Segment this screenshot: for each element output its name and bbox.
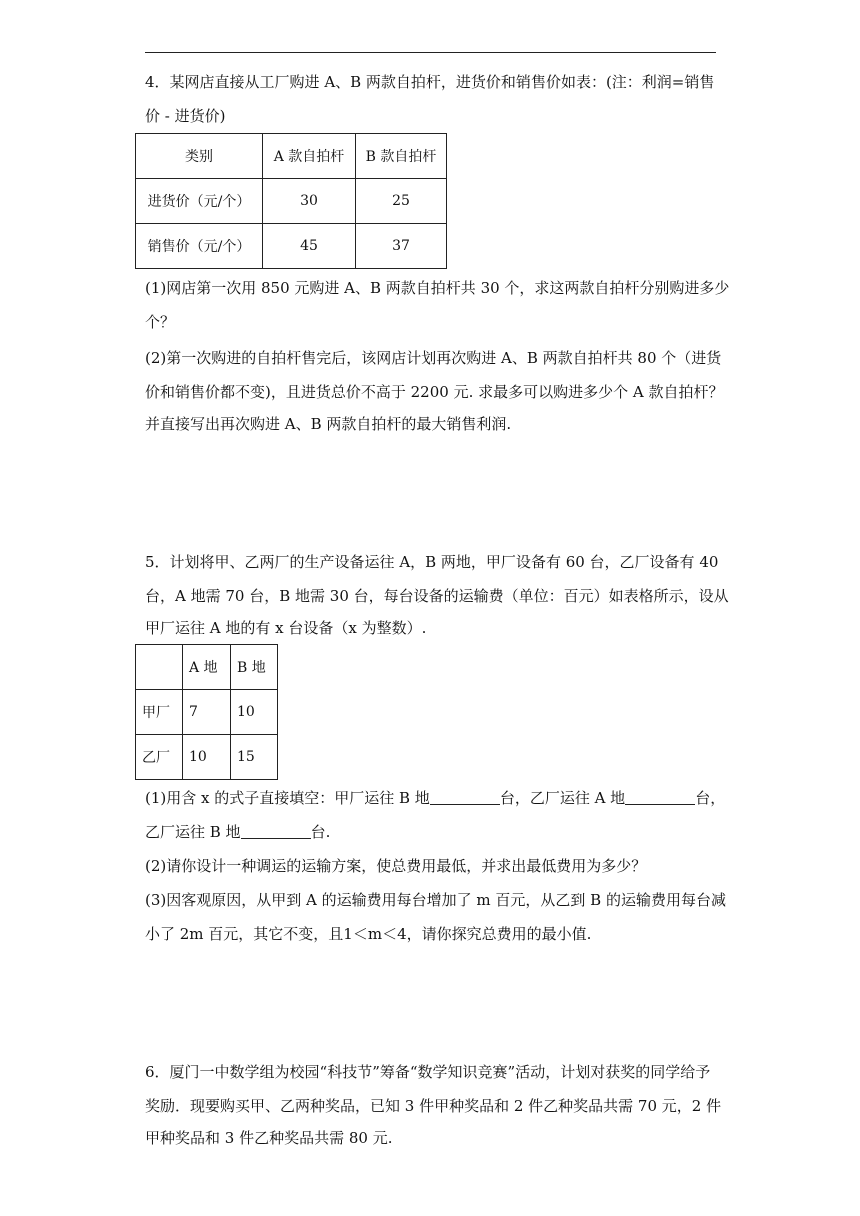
q5-cost-table (135, 644, 278, 780)
table-cell: 15 (231, 735, 278, 780)
table-cell: 10 (231, 690, 278, 735)
table-row (136, 735, 278, 780)
q4-part2-line2: 价和销售价都不变)，且进货总价不高于 2200 元. 求最多可以购进多少个 A 款自拍杆？ (145, 383, 724, 401)
q5-stem-line1: 5．计划将甲、乙两厂的生产设备运往 A，B 两地，甲厂设备有 60 台，乙厂设备有 40 (145, 553, 719, 571)
answer-blank[interactable] (241, 820, 311, 839)
q4-stem-line1: 4．某网店直接从工厂购进 A、B 两款自拍杆，进货价和销售价如表：(注：利润=销售 (145, 73, 715, 91)
table-cell: 甲厂 (136, 690, 183, 735)
q6-stem-line3: 甲种奖品和 3 件乙种奖品共需 80 元. (145, 1129, 393, 1147)
header-rule (145, 52, 716, 53)
q5-part3-line1: (3)因客观原因，从甲到 A 的运输费用每台增加了 m 百元，从乙到 B 的运输费用每台减 (145, 891, 726, 909)
table-cell: 进货价（元/个） (136, 179, 263, 224)
table-cell: 乙厂 (136, 735, 183, 780)
q5-part1-line2 (145, 816, 720, 848)
q4-stem-line2: 价 - 进货价) (145, 107, 226, 125)
table-cell: 10 (183, 735, 231, 780)
q5-part1-text: 乙厂运往 B 地 (145, 823, 241, 841)
table-header-row (136, 134, 447, 179)
q5-stem-line2: 台，A 地需 70 台，B 地需 30 台，每台设备的运输费（单位：百元）如表格所示，设从 (145, 587, 729, 605)
table-row (136, 690, 278, 735)
table-cell: 7 (183, 690, 231, 735)
q6-stem-line2: 奖励．现要购买甲、乙两种奖品，已知 3 件甲种奖品和 2 件乙种奖品共需 70 元，2 件 (145, 1097, 722, 1115)
q4-part1-line1: (1)网店第一次用 850 元购进 A、B 两款自拍杆共 30 个，求这两款自拍杆分别购进多少 (145, 279, 730, 297)
q4-price-table (135, 133, 447, 269)
q5-part1-text: 台，乙厂运往 A 地 (499, 789, 626, 807)
table-row (136, 224, 447, 269)
q6-stem-line1: 6．厦门一中数学组为校园“科技节”筹备“数学知识竞赛”活动，计划对获奖的同学给予 (145, 1063, 711, 1081)
table-header-cell: A 地 (183, 645, 231, 690)
q5-part2: (2)请你设计一种调运的运输方案，使总费用最低，并求出最低费用为多少？ (145, 857, 647, 875)
q5-part1-text: 台， (695, 789, 726, 807)
table-header-cell: 类别 (136, 134, 263, 179)
table-cell: 销售价（元/个） (136, 224, 263, 269)
q5-part1-line1 (145, 782, 726, 814)
table-header-row (136, 645, 278, 690)
q5-part3-line2: 小了 2m 百元，其它不变，且1＜m＜4，请你探究总费用的最小值. (145, 925, 592, 943)
q4-part2-line1: (2)第一次购进的自拍杆售完后，该网店计划再次购进 A、B 两款自拍杆共 80 个（进货 (145, 349, 722, 367)
answer-blank[interactable] (625, 786, 695, 805)
table-header-cell: B 地 (231, 645, 278, 690)
table-cell: 30 (263, 179, 356, 224)
q5-part1-text: (1)用含 x 的式子直接填空：甲厂运往 B 地 (145, 789, 430, 807)
q4-part2-line3: 并直接写出再次购进 A、B 两款自拍杆的最大销售利润. (145, 415, 512, 433)
table-cell: 45 (263, 224, 356, 269)
table-row (136, 179, 447, 224)
table-header-cell: A 款自拍杆 (263, 134, 356, 179)
answer-blank[interactable] (430, 786, 500, 805)
table-header-cell (136, 645, 183, 690)
q4-part1-line2: 个？ (145, 313, 176, 331)
q5-stem-line3: 甲厂运往 A 地的有 x 台设备（x 为整数）. (145, 619, 427, 637)
table-header-cell: B 款自拍杆 (356, 134, 447, 179)
q5-part1-text: 台. (310, 823, 331, 841)
table-cell: 25 (356, 179, 447, 224)
table-cell: 37 (356, 224, 447, 269)
